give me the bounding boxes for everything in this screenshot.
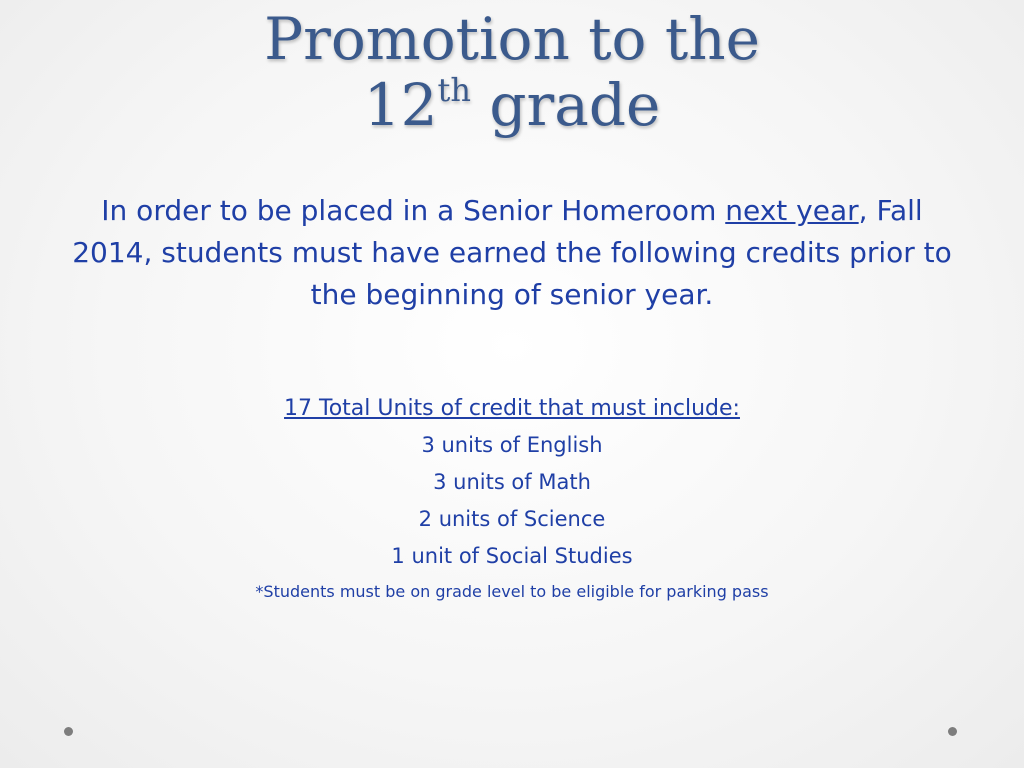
requirements-heading: 17 Total Units of credit that must include: bbox=[284, 396, 740, 421]
decorative-dot-right bbox=[948, 727, 957, 736]
parking-note: *Students must be on grade level to be eligible for parking pass bbox=[255, 582, 769, 601]
title-line-2 bbox=[0, 72, 1024, 138]
intro-text-part-2: , Fall 2014, students must have earned the following credits prior to the beginning of senior year. bbox=[72, 194, 952, 311]
decorative-dot-left bbox=[64, 727, 73, 736]
requirement-item: 2 units of Science bbox=[418, 507, 606, 531]
requirement-item: 3 units of Math bbox=[433, 470, 591, 494]
intro-paragraph bbox=[60, 190, 964, 316]
title-grade-word: grade bbox=[489, 71, 661, 139]
intro-text-part-1: In order to be placed in a Senior Homeroom bbox=[101, 194, 726, 227]
requirement-item: 1 unit of Social Studies bbox=[391, 544, 633, 568]
requirements-list bbox=[0, 390, 1024, 607]
requirement-item: 3 units of English bbox=[421, 433, 603, 457]
title-line-1: Promotion to the bbox=[264, 5, 760, 73]
slide-title bbox=[0, 6, 1024, 138]
intro-next-year: next year bbox=[725, 194, 859, 227]
title-grade-suffix: th bbox=[437, 71, 471, 109]
title-grade-number: 12 bbox=[363, 71, 438, 139]
